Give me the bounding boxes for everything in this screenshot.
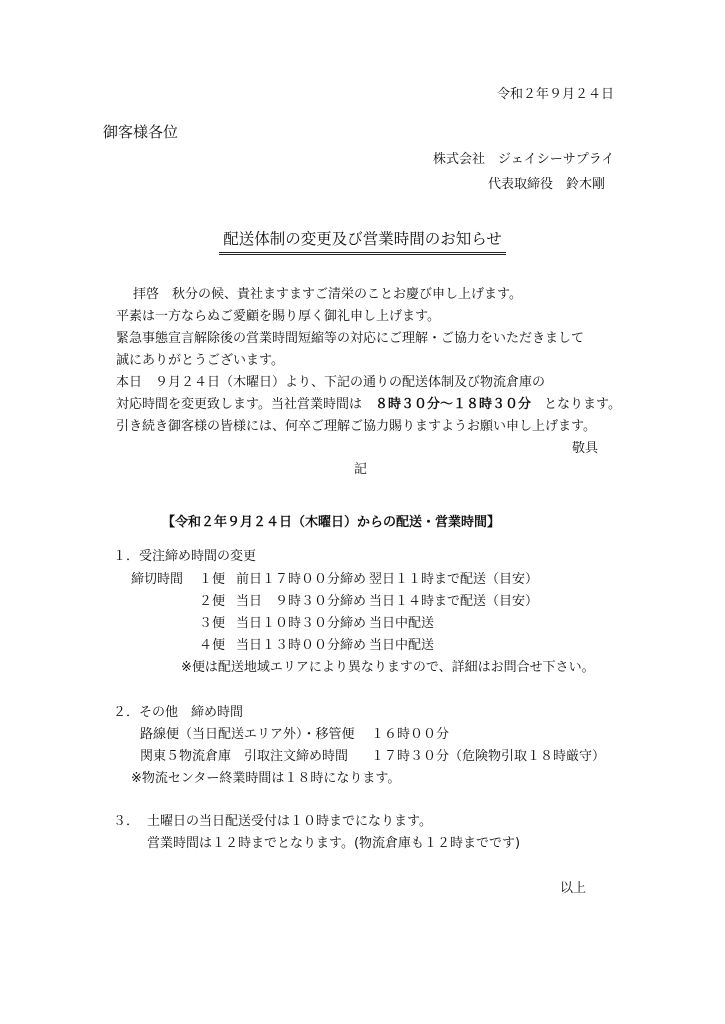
body-line-1: 拝啓 秋分の候、貴社ますますご清栄のことお慶び申し上げます。 (133, 287, 522, 302)
body-line-6-prefix: 対応時間を変更致します。当社営業時間は (116, 397, 375, 412)
notice-title (0, 229, 725, 255)
schedule-row-3 (131, 616, 434, 632)
item2-title: その他 締め時間 (139, 705, 244, 720)
document-date: 令和２年９月２４日 (497, 87, 615, 102)
warehouse-pickup-time: １７時３０分（危険物引取１８時厳守） (371, 749, 606, 764)
schedule-delivery: 当日中配送 (369, 616, 435, 631)
body-line-6-suffix: となります。 (530, 397, 621, 412)
schedule-cutoff: 当日１３時００分締め (236, 638, 367, 653)
schedule-cutoff: 前日１７時００分締め (236, 572, 367, 587)
company-name: 株式会社 ジェイシーサプライ (433, 152, 615, 167)
item2-heading (113, 705, 243, 721)
route-delivery-time: １６時００分 (371, 727, 450, 742)
schedule-label: 締切時間 (131, 572, 184, 587)
schedule-bin: ３便 (199, 616, 226, 631)
addressee: 御客様各位 (103, 123, 179, 141)
business-hours: ８時３０分～１８時３０分 (374, 397, 531, 412)
item2-line-1 (140, 727, 449, 743)
ki-mark: 記 (354, 462, 368, 477)
notice-title-text: 配送体制の変更及び営業時間のお知らせ (219, 229, 506, 255)
item1-number: １． (113, 549, 140, 564)
schedule-delivery: 当日中配送 (369, 638, 435, 653)
section-heading: 【令和２年９月２４日（木曜日）からの配送・営業時間】 (162, 515, 501, 530)
body-line-2: 平素は一方ならぬご愛顧を賜り厚く御礼申し上げます。 (116, 309, 440, 324)
schedule-cutoff: 当日 ９時３０分締め (236, 594, 367, 609)
route-delivery-label: 路線便（当日配送エリア外）・移管便 (140, 727, 355, 742)
schedule-bin: １便 (199, 572, 226, 587)
schedule-bin: ２便 (199, 594, 226, 609)
warehouse-pickup-label: 関東５物流倉庫 引取注文締め時間 (140, 749, 349, 764)
item2-note: ※物流センター終業時間は１８時になります。 (131, 771, 401, 786)
schedule-cutoff: 当日１０時３０分締め (236, 616, 367, 631)
item1-note: ※便は配送地域エリアにより異なりますので、詳細はお問合せ下さい。 (181, 660, 595, 675)
item1-heading (113, 549, 256, 565)
schedule-row-1 (131, 572, 538, 588)
item2-number: ２． (113, 705, 140, 720)
schedule-delivery: 翌日１１時まで配送（目安） (369, 572, 539, 587)
schedule-bin: ４便 (199, 638, 226, 653)
item3-line-2: 営業時間は１２時までとなります。(物流倉庫も１２時までです) (147, 836, 521, 851)
representative-name: 代表取締役 鈴木剛 (488, 177, 606, 192)
item3-text-1: 土曜日の当日配送受付は１０時までになります。 (147, 814, 432, 829)
body-line-6 (116, 397, 621, 413)
body-line-7: 引き続き御客様の皆様には、何卒ご理解ご協力賜りますようお願い申し上げます。 (116, 419, 596, 434)
item3-line-1 (113, 814, 432, 830)
item3-number: ３． (113, 814, 140, 829)
closing-ijo: 以上 (560, 881, 587, 896)
item1-title: 受注締め時間の変更 (139, 549, 257, 564)
body-line-5: 本日 ９月２４日（木曜日）より、下記の通りの配送体制及び物流倉庫の (116, 375, 546, 390)
body-line-4: 誠にありがとうございます。 (116, 353, 284, 368)
item2-line-2 (140, 749, 605, 765)
schedule-delivery: 当日１４時まで配送（目安） (369, 594, 539, 609)
closing-keigu: 敬具 (572, 441, 599, 456)
schedule-row-4 (131, 638, 434, 654)
body-line-3: 緊急事態宣言解除後の営業時間短縮等の対応にご理解・ご協力をいただきまして (116, 331, 585, 346)
schedule-row-2 (131, 594, 538, 610)
